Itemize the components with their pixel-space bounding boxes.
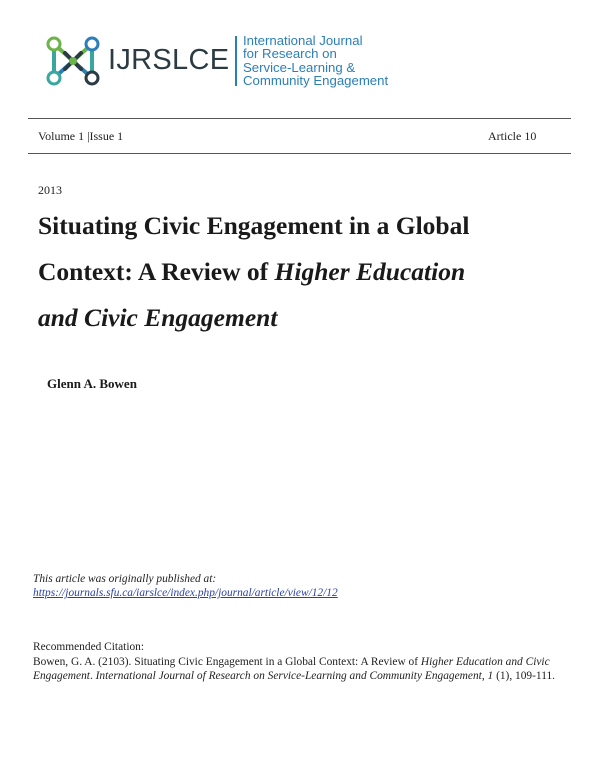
article-title — [38, 203, 578, 341]
article-number: Article 10 — [488, 129, 537, 143]
author-name: Glenn A. Bowen — [47, 376, 137, 391]
title-book-name-part2: and Civic Engagement — [38, 303, 278, 332]
journal-abbreviation: IJRSLCE — [108, 44, 230, 76]
title-line-2: Context: A Review of — [38, 257, 275, 286]
citation-text: , — [481, 670, 488, 682]
journal-name-line: International Journal — [243, 33, 363, 48]
journal-full-name — [243, 34, 443, 88]
header-rule-top — [28, 118, 571, 119]
logo-divider — [235, 36, 237, 86]
citation-text: . — [89, 670, 96, 682]
journal-logo — [44, 30, 444, 92]
network-logo-icon — [44, 32, 102, 90]
title-line-1: Situating Civic Engagement in a Global — [38, 211, 470, 240]
publication-note — [33, 572, 338, 600]
journal-name-line: for Research on — [243, 46, 337, 62]
publication-year: 2013 — [38, 183, 62, 197]
citation-text: (1), 109-111. — [493, 670, 556, 682]
citation-text: Bowen, G. A. (2103). Situating Civic Engagement in a Global Context: A Review of — [33, 656, 421, 668]
journal-name-line: Service-Learning & — [243, 59, 356, 75]
publication-note-text: This article was originally published at: — [33, 573, 217, 585]
recommended-citation — [33, 655, 573, 683]
citation-journal-title: International Journal of Research on Service-Learning and Community Engagement — [95, 670, 482, 682]
citation-volume: 1 — [487, 670, 494, 682]
publication-link[interactable]: https://journals.sfu.ca/iarslce/index.php/journal/article/view/12/12 — [33, 587, 338, 599]
citation-book-title: Higher Education and Civic Engagement — [33, 656, 550, 682]
citation-label: Recommended Citation: — [33, 641, 145, 653]
volume-issue: Volume 1 |Issue 1 — [38, 129, 124, 143]
title-book-name-part1: Higher Education — [274, 257, 466, 286]
journal-name-line: Community Engagement — [243, 73, 389, 89]
header-rule-bottom — [28, 153, 571, 154]
